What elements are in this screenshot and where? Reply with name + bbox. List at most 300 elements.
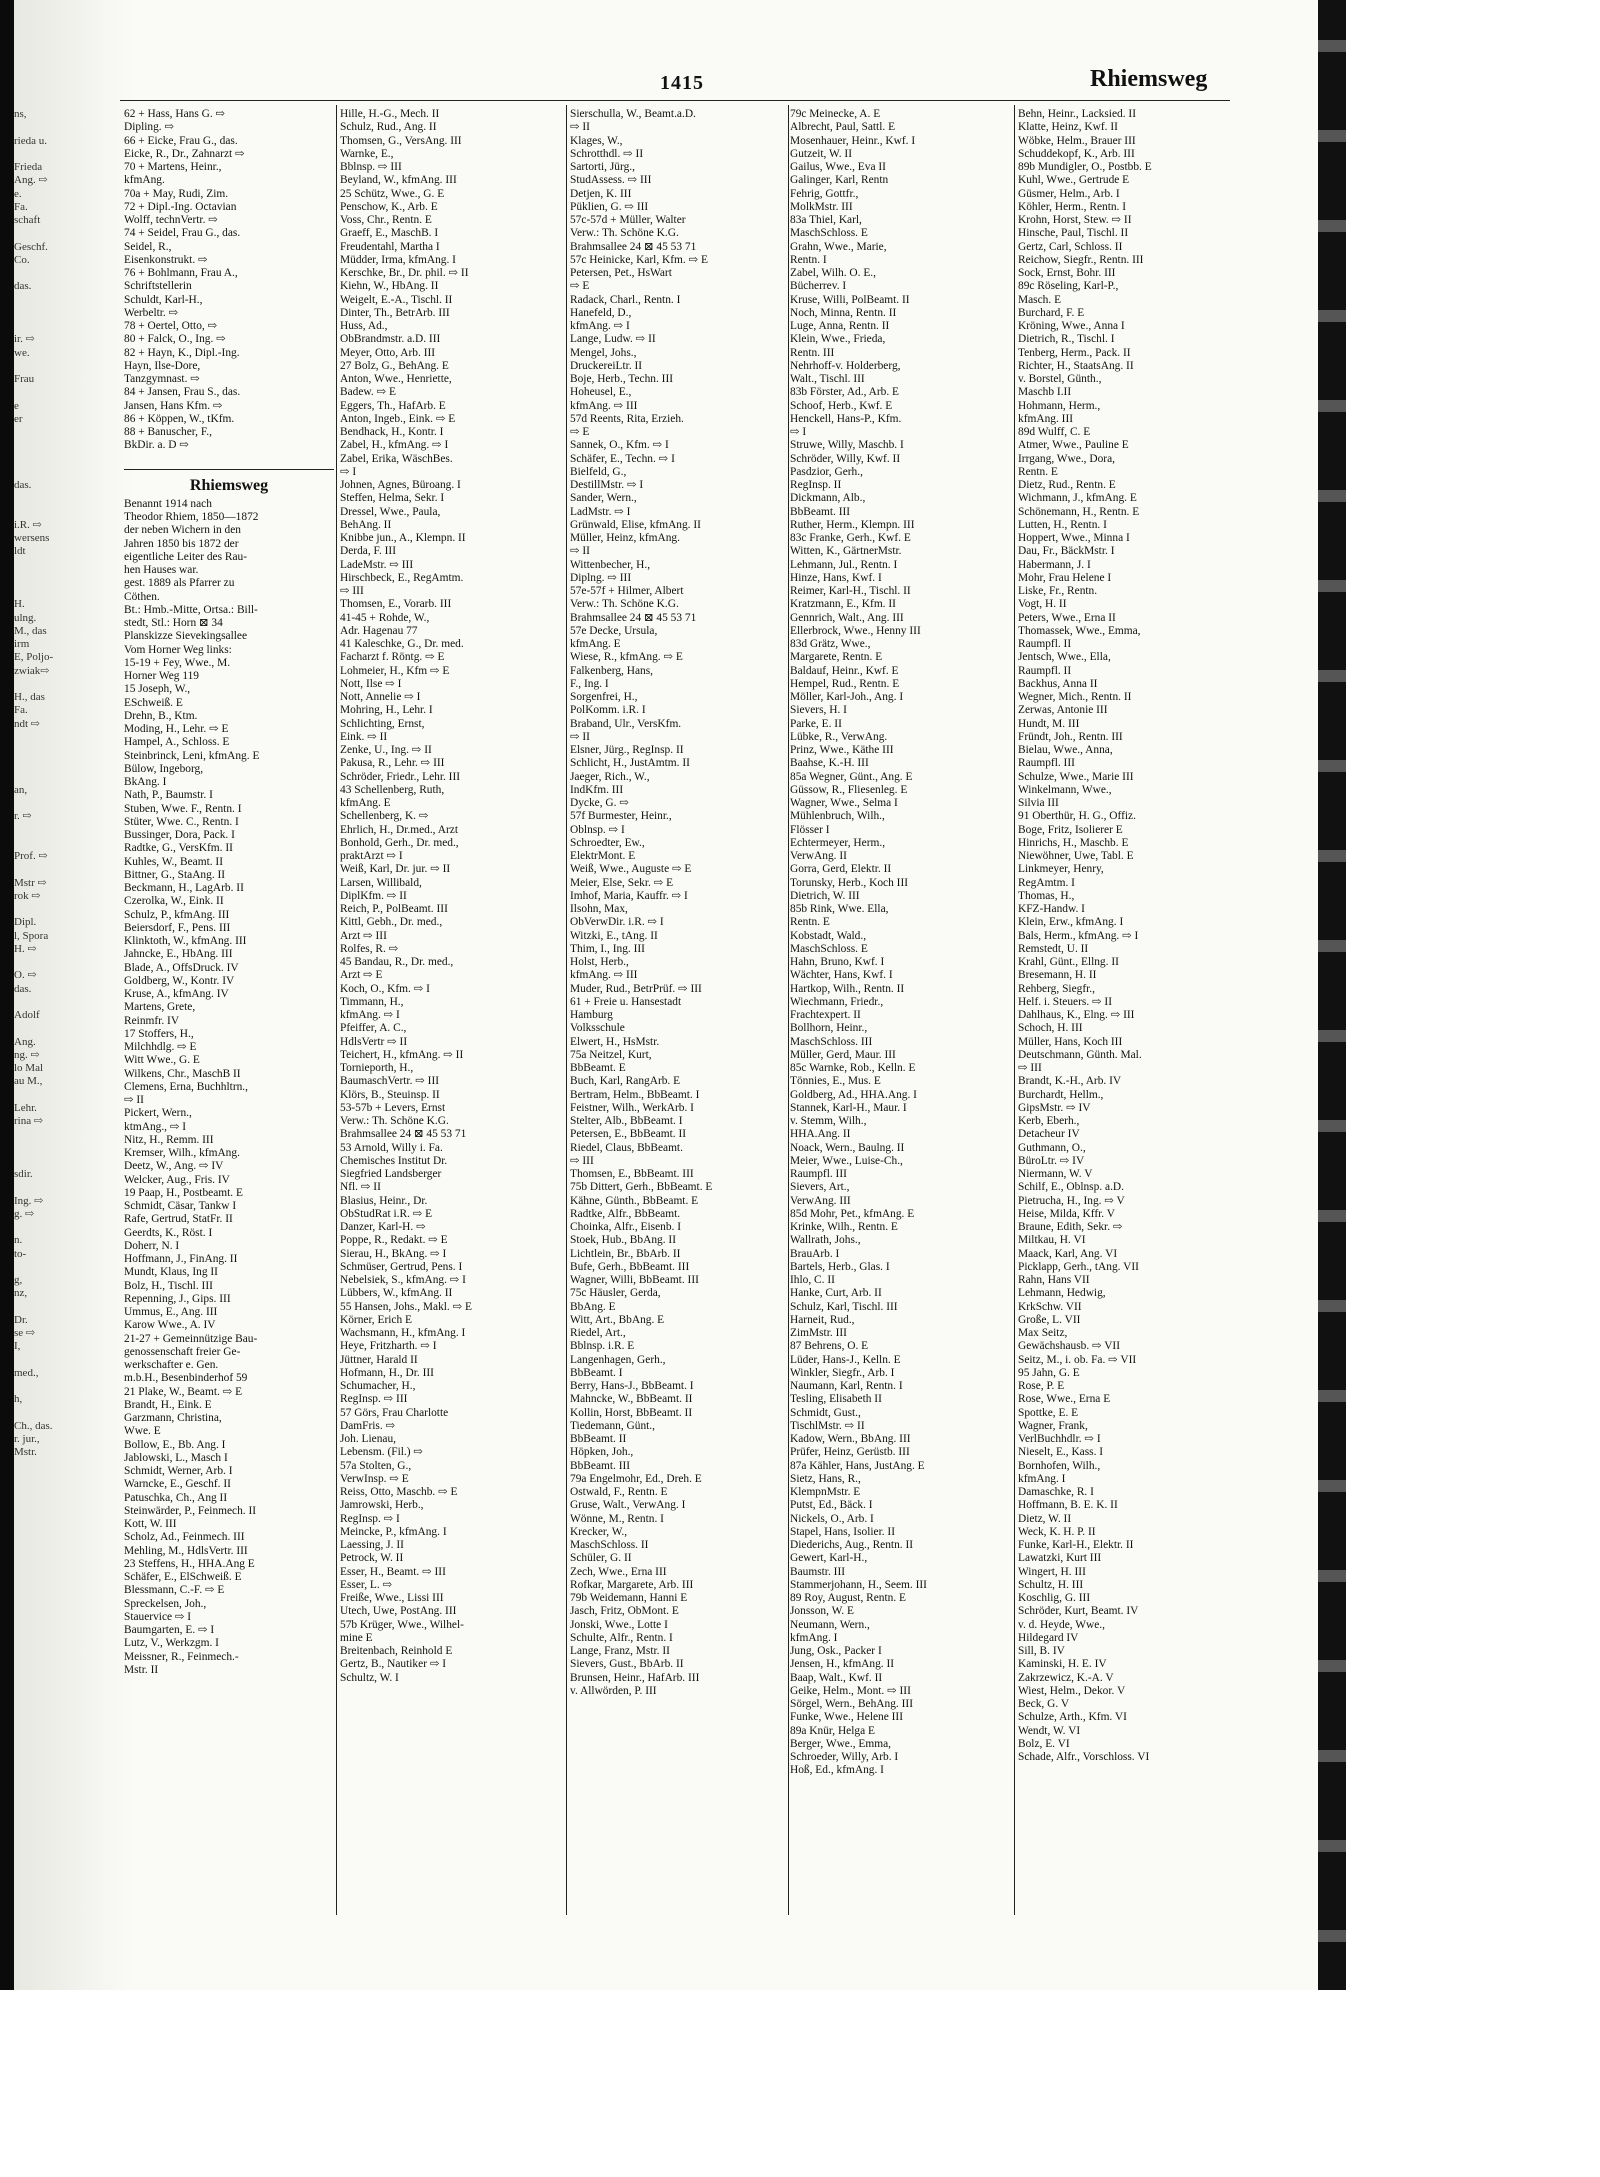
directory-entry: Pietrucha, H., Ing. ⇨ V (1018, 1194, 1125, 1207)
directory-entry: 88 + Banuscher, F., (124, 426, 212, 438)
directory-entry: Dietz, Rud., Rentn. E (1018, 479, 1116, 491)
directory-entry: Krohn, Horst, Stew. ⇨ II (1018, 214, 1132, 226)
directory-entry: Lübke, R., VerwAng. (790, 730, 888, 743)
directory-entry: Dipling. ⇨ (124, 121, 175, 134)
margin-fragment: g, (14, 1274, 23, 1286)
directory-entry: Brandt, H., Eink. E (124, 1398, 212, 1411)
directory-entry: Weck, K. H. P. II (1018, 1525, 1096, 1538)
margin-fragment: Ang. ⇨ (14, 174, 48, 187)
directory-entry: Berger, Wwe., Emma, (790, 1737, 891, 1750)
directory-entry: 85b Rink, Wwe. Ella, (790, 903, 889, 915)
margin-fragment: schaft (14, 214, 41, 226)
directory-entry: Reimer, Karl-H., Tischl. II (790, 585, 911, 597)
directory-entry: Boge, Fritz, Isolierer E (1018, 823, 1123, 836)
directory-entry: Meincke, P., kfmAng. I (340, 1525, 447, 1538)
directory-entry: kfmAng. I (1018, 1472, 1066, 1485)
directory-entry: Kruse, A., kfmAng. IV (124, 988, 229, 1000)
directory-entry: Wallrath, Johs., (790, 1234, 861, 1247)
directory-entry: Jansen, Hans Kfm. ⇨ (124, 399, 223, 412)
directory-entry: kfmAng. E (340, 797, 391, 809)
directory-entry: Eink. ⇨ II (340, 730, 388, 743)
directory-entry: Reinmfr. IV (124, 1014, 180, 1027)
directory-entry: Lüder, Hans-J., Kelln. E (790, 1353, 901, 1366)
directory-entry: Steinbrinck, Leni, kfmAng. E (124, 749, 260, 762)
directory-entry: genossenschaft freier Ge- (124, 1345, 241, 1358)
directory-entry: HHA.Ang. II (790, 1128, 851, 1141)
directory-entry: Schoch, H. III (1018, 1022, 1083, 1035)
directory-entry: 83c Franke, Gerh., Kwf. E (790, 532, 911, 544)
directory-entry: Bertram, Helm., BbBeamt. I (570, 1088, 700, 1101)
directory-entry: Scholz, Ad., Feinmech. III (124, 1531, 245, 1544)
directory-entry: Diederichs, Aug., Rentn. II (790, 1539, 914, 1551)
directory-entry: ⇨ II (570, 730, 590, 743)
directory-entry: 15 Joseph, W., (124, 683, 191, 696)
directory-entry: Rentn. E (790, 916, 830, 929)
directory-entry: ⇨ I (340, 465, 357, 478)
directory-entry: Gewert, Karl-H., (790, 1552, 868, 1565)
directory-entry: Brahmsallee 24 ⊠ 45 53 71 (340, 1128, 467, 1141)
directory-entry: Backhus, Anna II (1018, 677, 1098, 690)
margin-fragment (14, 227, 114, 240)
margin-fragment: das. (14, 280, 32, 293)
directory-entry: KrkSchw. VII (1018, 1300, 1082, 1313)
directory-entry: Sorgenfrei, H., (570, 691, 638, 703)
directory-entry: ⇨ II (570, 121, 590, 134)
directory-entry: Müller, Hans, Koch III (1018, 1035, 1123, 1048)
directory-entry: Wönne, M., Rentn. I (570, 1512, 664, 1525)
directory-entry: 76 + Bohlmann, Frau A., (124, 267, 238, 279)
directory-entry: Hanefeld, D., (570, 306, 632, 319)
directory-entry: Liske, Fr., Rentn. (1018, 585, 1098, 597)
directory-entry: BbBeamt. E (570, 1062, 626, 1074)
directory-entry: ⇨ III (1018, 1062, 1042, 1074)
directory-entry: BbAng. E (570, 1300, 616, 1313)
header-rule (120, 100, 1230, 101)
margin-fragment: Geschf. (14, 240, 48, 253)
directory-entry: Hinze, Hans, Kwf. I (790, 571, 882, 584)
margin-fragment: h, (14, 1393, 23, 1406)
directory-entry: Breitenbach, Reinhold E (340, 1645, 453, 1657)
directory-entry: 91 Oberthür, H. G., Offiz. (1018, 810, 1136, 823)
margin-fragment: e. (14, 187, 22, 200)
directory-entry: Falkenberg, Hans, (570, 664, 653, 677)
margin-fragment: das. (14, 982, 32, 995)
running-title: Rhiemsweg (1090, 66, 1208, 92)
directory-entry: Albrecht, Paul, Sattl. E (790, 121, 896, 134)
directory-entry: Gertz, Carl, Schloss. II (1018, 240, 1123, 253)
directory-entry: VerwAng. III (790, 1194, 851, 1207)
directory-entry: Kaminski, H. E. IV (1018, 1658, 1107, 1671)
directory-entry: BbBeamt. II (570, 1433, 627, 1445)
directory-entry: Schmidt, Gust., (790, 1406, 861, 1419)
directory-entry: Gertz, B., Nautiker ⇨ I (340, 1658, 447, 1671)
directory-entry: Hille, H.-G., Mech. II (340, 108, 440, 120)
directory-entry: GipsMstr. ⇨ IV (1018, 1101, 1091, 1114)
directory-entry: Thim, I., Ing. III (570, 942, 645, 955)
directory-entry: Zenke, U., Ing. ⇨ II (340, 744, 432, 756)
directory-entry: Utech, Uwe, PostAng. III (340, 1605, 457, 1618)
directory-entry: Naumann, Karl, Rentn. I (790, 1380, 903, 1392)
directory-entry: Silvia III (1018, 797, 1059, 809)
directory-entry: Tenberg, Herm., Pack. II (1018, 346, 1131, 359)
margin-fragment (14, 1261, 114, 1274)
directory-entry: Hoppert, Wwe., Minna I (1018, 532, 1130, 544)
directory-entry: Beiersdorf, F., Pens. III (124, 921, 231, 934)
directory-entry: Deutschmann, Günth. Mal. (1018, 1048, 1142, 1061)
directory-entry: 74 + Seidel, Frau G., das. (124, 227, 241, 240)
directory-entry: Winkler, Siegfr., Arb. I (790, 1366, 895, 1379)
directory-entry: Bielfeld, G., (570, 465, 627, 478)
directory-entry: hen Hauses war. (124, 564, 199, 576)
directory-entry: Damaschke, R. I (1018, 1486, 1094, 1498)
directory-entry: Hoheusel, E., (570, 386, 632, 399)
directory-entry: gest. 1889 als Pfarrer zu (124, 577, 235, 590)
directory-entry: Jentsch, Wwe., Ella, (1018, 651, 1111, 664)
directory-entry: ESchweiß. E (124, 696, 183, 709)
directory-entry: Choinka, Alfr., Eisenb. I (570, 1221, 682, 1233)
directory-entry: Kott, W. III (124, 1518, 177, 1530)
directory-entry: Volksschule (570, 1022, 625, 1035)
directory-entry: Braband, Ulr., VersKfm. (570, 717, 682, 730)
directory-entry: 43 Schellenberg, Ruth, (340, 783, 445, 796)
directory-entry: Braune, Edith, Sekr. ⇨ (1018, 1221, 1123, 1233)
directory-entry: Stauervice ⇨ I (124, 1610, 192, 1623)
margin-fragment: r. ⇨ (14, 810, 32, 823)
directory-entry: Meyer, Otto, Arb. III (340, 346, 436, 359)
directory-entry: Steffen, Helma, Sekr. I (340, 492, 445, 505)
directory-entry: Klatte, Heinz, Kwf. II (1018, 121, 1118, 134)
directory-entry: 19 Paap, H., Postbeamt. E (124, 1186, 243, 1199)
directory-entry: Meier, Wwe., Luise-Ch., (790, 1154, 903, 1167)
directory-entry: Wilkens, Chr., MaschB II (124, 1067, 241, 1080)
directory-entry: Blade, A., OffsDruck. IV (124, 961, 239, 974)
directory-entry: MaschSchloss. III (790, 1035, 873, 1048)
directory-entry: Bolz, H., Tischl. III (124, 1279, 213, 1292)
directory-entry: Müdder, Irma, kfmAng. I (340, 253, 456, 266)
directory-entry: Putst, Ed., Bäck. I (790, 1499, 873, 1512)
directory-entry: Thomsen, E., Vorarb. III (340, 598, 452, 611)
directory-entry: Theodor Rhiem, 1850—1872 (124, 511, 259, 523)
directory-entry: Stapel, Hans, Isolier. II (790, 1525, 896, 1538)
right-binding-edge (1318, 0, 1346, 1990)
directory-entry: Höpken, Joh., (570, 1446, 634, 1459)
directory-entry: Seidel, R., (124, 240, 172, 253)
directory-entry: Schuldt, Karl-H., (124, 293, 203, 306)
directory-entry: Dinter, Th., BetrArb. III (340, 306, 450, 319)
directory-entry: Wolff, technVertr. ⇨ (124, 214, 218, 226)
margin-fragment: rok ⇨ (14, 889, 41, 902)
directory-entry: Bolz, E. VI (1018, 1737, 1070, 1750)
directory-entry: mine E (340, 1631, 373, 1644)
directory-entry: Graeff, E., MaschB. I (340, 227, 439, 240)
margin-fragment: l, Spora (14, 929, 49, 942)
directory-entry: Huss, Ad., (340, 320, 388, 332)
directory-entry: Niermann, W. V (1018, 1168, 1093, 1180)
directory-entry: Warnke, E., (340, 147, 394, 160)
directory-entry: Wichmann, J., kfmAng. E (1018, 492, 1137, 505)
margin-fragment: Adolf (14, 1009, 40, 1021)
directory-entry: Fründt, Joh., Rentn. III (1018, 730, 1123, 743)
directory-entry: Voss, Chr., Rentn. E (340, 214, 432, 226)
margin-fragment: r. jur., (14, 1433, 40, 1445)
margin-fragment (14, 744, 114, 757)
directory-entry: Petersen, E., BbBeamt. II (570, 1128, 687, 1141)
margin-fragment: e (14, 399, 19, 412)
directory-entry: Bendhack, H., Kontr. I (340, 426, 444, 438)
directory-entry: Güsmer, Helm., Arb. I (1018, 187, 1120, 200)
directory-entry: m.b.H., Besenbinderhof 59 (124, 1372, 248, 1385)
margin-fragment: i.R. ⇨ (14, 518, 42, 531)
directory-entry: Bollhorn, Heinr., (790, 1022, 868, 1035)
directory-entry: Schulte, Alfr., Rentn. I (570, 1631, 673, 1644)
directory-entry: ObVerwDir. i.R. ⇨ I (570, 916, 664, 929)
directory-entry: Grahn, Wwe., Marie, (790, 240, 887, 253)
directory-entry: DruckereiLtr. II (570, 359, 643, 372)
directory-entry: 83d Grätz, Wwe., (790, 638, 871, 650)
directory-entry: Tornieporth, H., (340, 1062, 414, 1074)
margin-fragment: ns, (14, 108, 27, 120)
margin-fragment: zwiak⇨ (14, 664, 50, 677)
margin-fragment (14, 439, 114, 452)
margin-fragment (14, 863, 114, 876)
directory-entry: ElektrMont. E (570, 850, 636, 862)
directory-entry: Schmidt, Cäsar, Tankw I (124, 1200, 237, 1212)
margin-fragment: Frieda (14, 161, 43, 173)
directory-entry: Pakusa, R., Lehr. ⇨ III (340, 757, 445, 770)
directory-entry: Bücherrev. I (790, 280, 847, 293)
margin-fragment (14, 360, 114, 373)
directory-entry: Witzki, E., tAng. II (570, 929, 658, 942)
directory-entry: Gailus, Wwe., Eva II (790, 161, 886, 173)
directory-entry: Rentn. E (1018, 465, 1058, 478)
directory-entry: Bresemann, H. II (1018, 969, 1097, 982)
directory-entry: Sierschulla, W., Beamt.a.D. (570, 108, 696, 120)
directory-entry: 57 Görs, Frau Charlotte (340, 1406, 449, 1419)
directory-column-3 (570, 108, 792, 1698)
directory-entry: 89b Mundigler, O., Postbb. E (1018, 161, 1152, 173)
directory-entry: Krecker, W., (570, 1525, 628, 1538)
directory-entry: Sietz, Hans, R., (790, 1472, 861, 1485)
directory-entry: Brahmsallee 24 ⊠ 45 53 71 (570, 611, 697, 624)
directory-entry: Mstr. II (124, 1663, 159, 1676)
directory-entry: ⇨ E (570, 280, 590, 293)
directory-entry: Mundt, Klaus, Ing II (124, 1266, 218, 1279)
directory-entry: Struwe, Willy, Maschb. I (790, 439, 904, 452)
directory-entry: Atmer, Wwe., Pauline E (1018, 439, 1129, 452)
directory-entry: Heise, Milda, Kffr. V (1018, 1207, 1116, 1220)
directory-entry: Neumann, Wern., (790, 1618, 870, 1631)
directory-entry: Remstedt, U. II (1018, 942, 1089, 955)
directory-entry: Seitz, M., i. ob. Fa. ⇨ VII (1018, 1353, 1137, 1366)
margin-fragment (14, 492, 114, 505)
directory-entry: Chemisches Institut Dr. (340, 1154, 448, 1167)
directory-entry: Spottke, E. E (1018, 1406, 1079, 1419)
margin-fragment (14, 148, 114, 161)
directory-entry: Schäfer, E., ElSchweiß. E (124, 1571, 242, 1583)
margin-fragment: Mstr ⇨ (14, 876, 47, 889)
directory-entry: Schuddekopf, K., Arb. III (1018, 147, 1135, 160)
directory-entry: Hartkop, Wilh., Rentn. II (790, 982, 905, 995)
directory-entry: Adr. Hagenau 77 (340, 624, 418, 637)
directory-entry: Berry, Hans-J., BbBeamt. I (570, 1380, 694, 1392)
directory-entry: Nebelsiek, S., kfmAng. ⇨ I (340, 1274, 466, 1286)
directory-entry: v. Stemm, Wilh., (790, 1115, 867, 1127)
directory-entry: Jahren 1850 bis 1872 der (124, 537, 239, 550)
directory-entry: Ihlo, C. II (790, 1274, 835, 1286)
directory-entry: Frachtexpert. II (790, 1009, 861, 1021)
directory-entry: Luge, Anna, Rentn. II (790, 320, 890, 332)
directory-entry: praktArzt ⇨ I (340, 850, 403, 862)
directory-entry: Rose, Wwe., Erna E (1018, 1393, 1111, 1406)
directory-entry: Lohmeier, H., Kfm ⇨ E (340, 664, 450, 677)
directory-entry: 57e-57f + Hilmer, Albert (570, 585, 684, 597)
directory-entry: Joh. Lienau, (340, 1433, 396, 1445)
directory-entry: Schmüser, Gertrud, Pens. I (340, 1260, 463, 1273)
directory-entry: Blasius, Heinr., Dr. (340, 1194, 428, 1207)
directory-entry: 89c Röseling, Karl-P., (1018, 280, 1119, 293)
directory-entry: Nickels, O., Arb. I (790, 1512, 874, 1525)
directory-entry: Jonsson, W. E (790, 1605, 854, 1618)
margin-fragment: wersens (14, 532, 50, 544)
directory-entry: Sierau, H., BkAng. ⇨ I (340, 1247, 447, 1260)
directory-entry: Larsen, Willibald, (340, 876, 422, 889)
directory-entry: 72 + Dipl.-Ing. Octavian (124, 200, 237, 213)
directory-entry: Wachsmann, H., kfmAng. I (340, 1327, 466, 1339)
directory-entry: LadeMstr. ⇨ III (340, 558, 414, 571)
directory-entry: Schulz, Karl, Tischl. III (790, 1300, 898, 1313)
directory-entry: Klages, W., (570, 134, 623, 147)
directory-entry: Esser, L. ⇨ (340, 1578, 393, 1591)
directory-entry: 80 + Falck, O., Ing. ⇨ (124, 333, 226, 346)
directory-entry: Schulz, Rud., Ang. II (340, 121, 437, 134)
directory-entry: Weiß, Karl, Dr. jur. ⇨ II (340, 863, 451, 876)
margin-fragment (14, 1155, 114, 1168)
directory-entry: Grünwald, Elise, kfmAng. II (570, 518, 701, 531)
directory-entry: RegInsp. ⇨ III (340, 1393, 408, 1406)
directory-entry: Bornhofen, Wilh., (1018, 1459, 1101, 1472)
directory-entry: Schade, Alfr., Vorschloss. VI (1018, 1751, 1150, 1763)
margin-fragment (14, 903, 114, 916)
margin-fragment: H., das (14, 691, 45, 703)
margin-fragment: se ⇨ (14, 1327, 36, 1339)
directory-entry: 75a Neitzel, Kurt, (570, 1048, 652, 1061)
directory-entry: Dietrich, R., Tischl. I (1018, 333, 1115, 346)
directory-entry: Zech, Wwe., Erna III (570, 1565, 667, 1578)
directory-entry: Warncke, E., Geschf. II (124, 1478, 231, 1491)
directory-entry: Lübbers, W., kfmAng. II (340, 1287, 453, 1300)
directory-entry: Knibbe jun., A., Klempn. II (340, 532, 466, 544)
directory-entry: Meier, Else, Sekr. ⇨ E (570, 876, 674, 889)
directory-entry: ⇨ I (790, 426, 807, 438)
margin-fragment (14, 797, 114, 810)
directory-entry: Schönemann, H., Rentn. E (1018, 505, 1140, 518)
directory-entry: Lichtlein, Br., BbArb. II (570, 1247, 681, 1260)
directory-entry: Muder, Rud., BetrPrüf. ⇨ III (570, 982, 702, 995)
margin-fragment (14, 585, 114, 598)
directory-entry: Blessmann, C.-F. ⇨ E (124, 1584, 225, 1597)
directory-entry: Thomsen, G., VersAng. III (340, 134, 462, 147)
directory-entry: Wagner, Frank, (1018, 1419, 1088, 1432)
directory-entry: kfmAng. ⇨ III (570, 969, 638, 982)
directory-entry: ZimMstr. III (790, 1327, 847, 1339)
margin-fragment (14, 572, 114, 585)
directory-entry: Kröning, Wwe., Anna I (1018, 320, 1125, 332)
directory-entry: Hampel, A., Schloss. E (124, 736, 230, 749)
directory-entry: 41 Kaleschke, G., Dr. med. (340, 638, 464, 650)
directory-entry: 23 Steffens, H., HHA.Ang E (124, 1557, 255, 1570)
directory-entry: Kittl, Gebh., Dr. med., (340, 916, 443, 929)
directory-entry: Jamrowski, Herb., (340, 1499, 424, 1512)
directory-entry: Brahmsallee 24 ⊠ 45 53 71 (570, 240, 697, 253)
margin-fragment: ulng. (14, 611, 37, 624)
margin-fragment (14, 559, 114, 572)
directory-entry: 95 Jahn, G. E (1018, 1366, 1080, 1379)
directory-entry: Gorra, Gerd, Elektr. II (790, 863, 892, 876)
column-rule (566, 105, 567, 1915)
directory-entry: Thomsen, E., BbBeamt. III (570, 1168, 694, 1180)
directory-entry: Anton, Ingeb., Eink. ⇨ E (340, 412, 456, 425)
directory-entry: 27 Bolz, G., BehAng. E (340, 359, 449, 372)
directory-entry: Nfl. ⇨ II (340, 1181, 381, 1194)
directory-entry: RegInsp. II (790, 479, 842, 491)
directory-entry: Schröder, Kurt, Beamt. IV (1018, 1605, 1139, 1618)
directory-entry: Hamburg (570, 1009, 613, 1021)
directory-entry: Detacheur IV (1018, 1128, 1080, 1141)
margin-fragment (14, 121, 114, 134)
margin-fragment: au M., (14, 1075, 43, 1088)
directory-entry: Mehling, M., HdlsVertr. III (124, 1544, 248, 1557)
directory-entry: Nehrhoff-v. Holderberg, (790, 359, 901, 372)
margin-fragment: sdir. (14, 1168, 33, 1180)
directory-entry: Rose, P. E (1018, 1380, 1065, 1392)
directory-entry: Lange, Franz, Mstr. II (570, 1645, 670, 1657)
margin-fragment: med., (14, 1366, 39, 1379)
margin-fragment: n. (14, 1234, 23, 1247)
directory-entry: Deetz, W., Ang. ⇨ IV (124, 1160, 224, 1173)
directory-entry: Kruse, Willi, PolBeamt. II (790, 293, 910, 306)
directory-entry: Schroedter, Ew., (570, 836, 645, 849)
directory-entry: Hundt, M. III (1018, 717, 1080, 730)
directory-entry: ObBrandmstr. a.D. III (340, 333, 441, 346)
directory-entry: Fehrig, Gottfr., (790, 187, 859, 200)
directory-entry: Poppe, R., Redakt. ⇨ E (340, 1234, 448, 1247)
directory-entry: Schlichting, Ernst, (340, 717, 425, 730)
directory-entry: Beckmann, H., LagArb. II (124, 882, 244, 894)
directory-entry: Baahse, K.-H. III (790, 757, 869, 770)
directory-entry: 53-57b + Levers, Ernst (340, 1101, 446, 1114)
directory-entry: Derda, F. III (340, 545, 397, 558)
directory-entry: Schulz, P., kfmAng. III (124, 908, 230, 921)
directory-entry: Nott, Ilse ⇨ I (340, 677, 402, 690)
directory-entry: Nieselt, E., Kass. I (1018, 1446, 1104, 1459)
margin-fragment (14, 1354, 114, 1367)
directory-entry: Schoof, Herb., Kwf. E (790, 399, 893, 412)
directory-entry: Klein, Wwe., Frieda, (790, 333, 886, 346)
directory-entry: Riedel, Claus, BbBeamt. (570, 1141, 683, 1154)
directory-entry: Wwe. E (124, 1425, 161, 1438)
margin-fragment (14, 678, 114, 691)
directory-entry: Burchard, F. E (1018, 306, 1085, 319)
directory-entry: Bülow, Ingeborg, (124, 762, 204, 775)
directory-entry: Raumpfl. III (790, 1168, 847, 1180)
margin-fragment (14, 956, 114, 969)
directory-entry: Kadow, Wern., BbAng. III (790, 1433, 911, 1445)
directory-entry: Cöthen. (124, 590, 160, 603)
margin-fragment: H. ⇨ (14, 942, 37, 955)
margin-fragment: M., das (14, 624, 47, 637)
margin-fragment: ndt ⇨ (14, 717, 41, 730)
directory-entry: Kratzmann, E., Kfm. II (790, 598, 896, 611)
